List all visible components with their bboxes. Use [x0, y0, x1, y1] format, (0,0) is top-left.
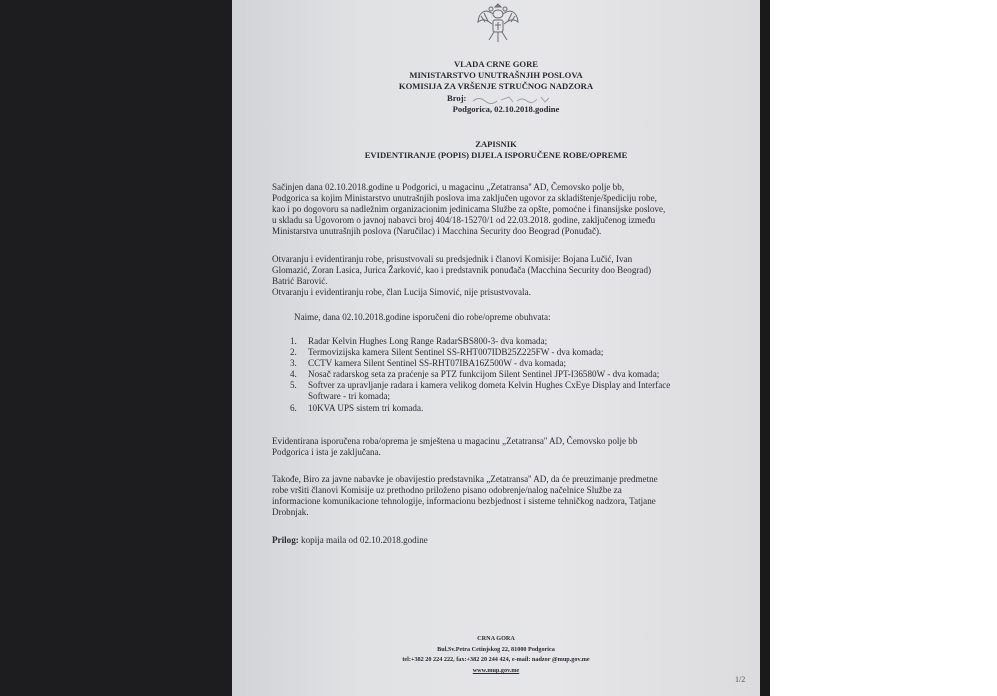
- header-commission: KOMISIJA ZA VRŠENJE STRUČNOG NADZORA: [398, 81, 594, 91]
- document-subtitle: EVIDENTIRANJE (POPIS) DIJELA ISPORUČENE ROBE/OPREME: [364, 150, 628, 160]
- list-item-number: 4.: [290, 369, 297, 379]
- header-broj-label: Broj:: [447, 93, 467, 103]
- header-ministry: MINISTARSTVO UNUTRAŠNJIH POSLOVA: [409, 70, 583, 80]
- paragraph-line: Podgorica sa kojim Ministarstvo unutrašnjih poslova ima zaključen ugovor za skladištenje/špediciju robe,: [272, 193, 657, 203]
- footer-address: Bul.Sv.Petra Cetinjskog 22, 81000 Podgorica: [437, 646, 555, 653]
- header-place-date: Podgorica, 02.10.2018.godine: [452, 104, 560, 114]
- list-item-number: 5.: [290, 380, 297, 390]
- paragraph-line: u skladu sa Ugovorom o javnoj nabavci broj 404/18-15270/1 od 22.03.2018. godine, zaključenog između: [272, 215, 656, 225]
- paragraph-line: Ministarstva unutrašnjih poslova (Naručilac) i Macchina Security doo Beograd (Ponuđač).: [272, 226, 602, 236]
- paragraph-line: Evidentirana isporučena roba/oprema je smještena u magacinu „Zetatransa'' AD, Čemovsko polje bb: [272, 436, 638, 446]
- footer-country: CRNA GORA: [477, 635, 515, 642]
- list-item-number: 1.: [290, 336, 297, 346]
- list-item: [290, 403, 423, 414]
- paragraph-line: Drobnjak.: [272, 507, 309, 517]
- list-item: [290, 347, 603, 358]
- list-item-text: 10KVA UPS sistem tri komada.: [308, 403, 424, 413]
- page-number: 1/2: [735, 675, 746, 684]
- list-item-text: Nosač radarskog seta za praćenje sa PTZ funkcijom Silent Sentinel JPT-I36580W - dva komada;: [308, 369, 660, 379]
- background-right: [760, 0, 770, 696]
- list-item: [290, 369, 659, 380]
- paragraph-line: Otvaranju i evidentiranju robe, član Lucija Simović, nije prisustvovala.: [272, 287, 531, 297]
- footer-contact: tel:+382 20 224 222, fax:+382 20 244 424, e-mail: nadzor @mup.gov.me: [402, 656, 590, 663]
- list-item-text: Radar Kelvin Hughes Long Range RadarSBS800-3- dva komada;: [308, 336, 548, 346]
- list-intro: Naime, dana 02.10.2018.godine isporučeni dio robe/opreme obuhvata:: [294, 312, 551, 322]
- paragraph-line: informacione komunikacione tehnologije, informacionu bezbjednost i sisteme tehničkog nadzora, Tatjane: [272, 496, 656, 506]
- footer-website: www.mup.gov.me: [472, 667, 520, 674]
- attachment-label: Prilog:: [272, 535, 299, 545]
- attachment-text: kopija maila od 02.10.2018.godine: [298, 535, 428, 545]
- list-item-number: 2.: [290, 347, 297, 357]
- list-item: [290, 358, 566, 369]
- coat-of-arms-emblem: [475, 0, 521, 46]
- list-item-continuation: Software - tri komada;: [308, 391, 391, 401]
- paragraph-line: Batrić Barović.: [272, 276, 328, 286]
- header-government: VLADA CRNE GORE: [453, 59, 539, 69]
- list-item-number: 3.: [290, 358, 297, 368]
- list-item: [290, 336, 547, 347]
- attachment-note: [272, 535, 428, 546]
- document-title: ZAPISNIK: [475, 139, 517, 149]
- paragraph-line: kao i po dogovoru sa nadležnim organizacionim jedinicama Službe za opšte, pomoćne i finansijske poslove,: [272, 204, 666, 214]
- document-page: [232, 0, 760, 696]
- list-item-text: Softver za upravljanje radara i kamera velikog dometa Kelvin Hughes CxEye Display and Interface: [308, 380, 671, 390]
- paragraph-line: Otvaranju i evidentiranju robe, prisustvovali su predsjednik i članovi Komisije: Bojana Lučić, Ivan: [272, 254, 633, 264]
- list-item-text: CCTV kamera Silent Sentinel SS-RHT07IBA16Z500W - dva komada;: [308, 358, 567, 368]
- list-item-number: 6.: [290, 403, 297, 413]
- handwritten-number-mark: [471, 95, 551, 104]
- list-item-text: Termovizijska kamera Silent Sentinel SS-RHT007IDB25Z225FW - dva komada;: [308, 347, 604, 357]
- paragraph-line: Sačinjen dana 02.10.2018.godine u Podgorici, u magacinu „Zetatransa'' AD, Čemovsko polje bb,: [272, 182, 625, 192]
- paragraph-line: Takođe, Biro za javne nabavke je obavijestio predstavnika „Zetatransa'' AD, da će preuzimanje predmetne: [272, 474, 658, 484]
- paragraph-line: Glomazić, Zoran Lasica, Jurica Žarković, kao i predstavnik ponuđača (Macchina Security doo Beograd): [272, 265, 652, 275]
- background-left: [0, 0, 232, 696]
- list-item: [290, 380, 670, 391]
- paragraph-line: robe vršiti članovi Komisije uz prethodno priloženo pisano odobrenje/nalog načelnice Službe za: [272, 485, 622, 495]
- paragraph-line: Podgorica i ista je zaključana.: [272, 447, 381, 457]
